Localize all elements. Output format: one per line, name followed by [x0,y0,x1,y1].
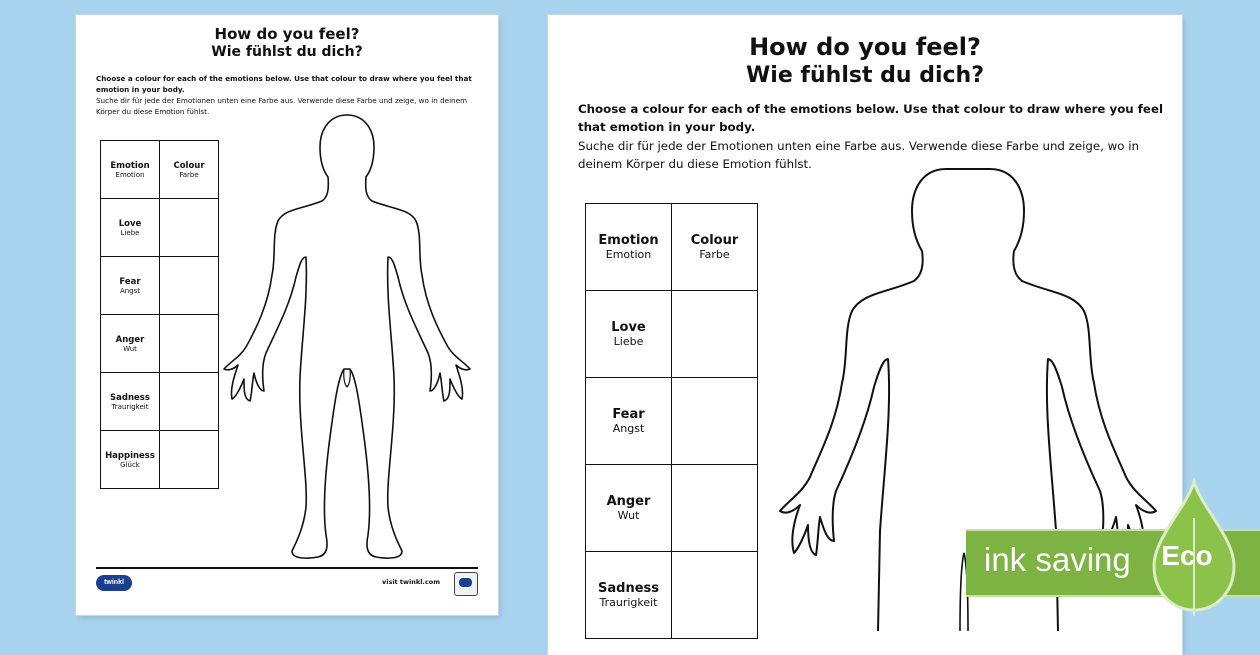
page-subtitle: Wie fühlst du dich? [211,44,363,60]
colour-cell[interactable] [672,291,758,378]
colour-cell[interactable] [160,431,219,489]
instruction-english: Choose a colour for each of the emotions below. Use that colour to draw where you feel that emotion in your body. [96,74,472,95]
table-row [101,199,219,257]
instruction-german: Suche dir für jede der Emotionen unten eine Farbe aus. Verwende diese Farbe und zeige, wo in deinem Körper du diese Emotion fühlst. [578,138,1139,171]
emotion-cell: Love Liebe [101,199,160,257]
emotion-table [100,140,219,489]
table-header-row [101,141,219,199]
footer-divider [96,567,478,569]
body-outline-drawing[interactable] [216,107,478,577]
emotion-cell: Happiness Glück [101,431,160,489]
colour-cell[interactable] [160,315,219,373]
colour-cell[interactable] [672,552,758,639]
emotion-cell: Sadness Traurigkeit [101,373,160,431]
emotion-cell: Fear Angst [101,257,160,315]
quality-badge-icon [454,572,478,596]
table-row [586,552,758,639]
table-row [586,465,758,552]
page-subtitle: Wie fühlst du dich? [746,63,984,88]
instruction-german: Suche dir für jede der Emotionen unten eine Farbe aus. Verwende diese Farbe und zeige, wo in deinem Körper du diese Emotion fühlst. [96,96,468,117]
colour-cell[interactable] [160,373,219,431]
colour-cell[interactable] [160,199,219,257]
header-cell-emotion: Emotion Emotion [586,204,672,291]
table-row [101,257,219,315]
worksheet-page-full [76,15,498,615]
emotion-cell: Anger Wut [586,465,672,552]
colour-cell[interactable] [160,257,219,315]
table-row [586,291,758,378]
eco-badge-label: Eco [1161,540,1213,571]
table-row [101,431,219,489]
emotion-cell: Fear Angst [586,378,672,465]
table-header-row [586,204,758,291]
header-cell-emotion: Emotion Emotion [101,141,160,199]
emotion-cell: Sadness Traurigkeit [586,552,672,639]
header-cell-colour: Colour Farbe [160,141,219,199]
table-row [101,373,219,431]
page-title: How do you feel? [214,25,360,43]
footer-website: visit twinkl.com [381,578,440,586]
colour-cell[interactable] [672,378,758,465]
emotion-table [585,203,758,639]
instruction-english: Choose a colour for each of the emotions below. Use that colour to draw where you feel that emotion in your body. [578,102,1163,135]
twinkl-logo: twinkl [96,575,132,591]
emotion-cell: Anger Wut [101,315,160,373]
colour-cell[interactable] [672,465,758,552]
ink-saving-label: ink saving [984,541,1131,578]
emotion-cell: Love Liebe [586,291,672,378]
table-row [101,315,219,373]
table-row [586,378,758,465]
header-cell-colour: Colour Farbe [672,204,758,291]
page-title: How do you feel? [749,33,981,61]
